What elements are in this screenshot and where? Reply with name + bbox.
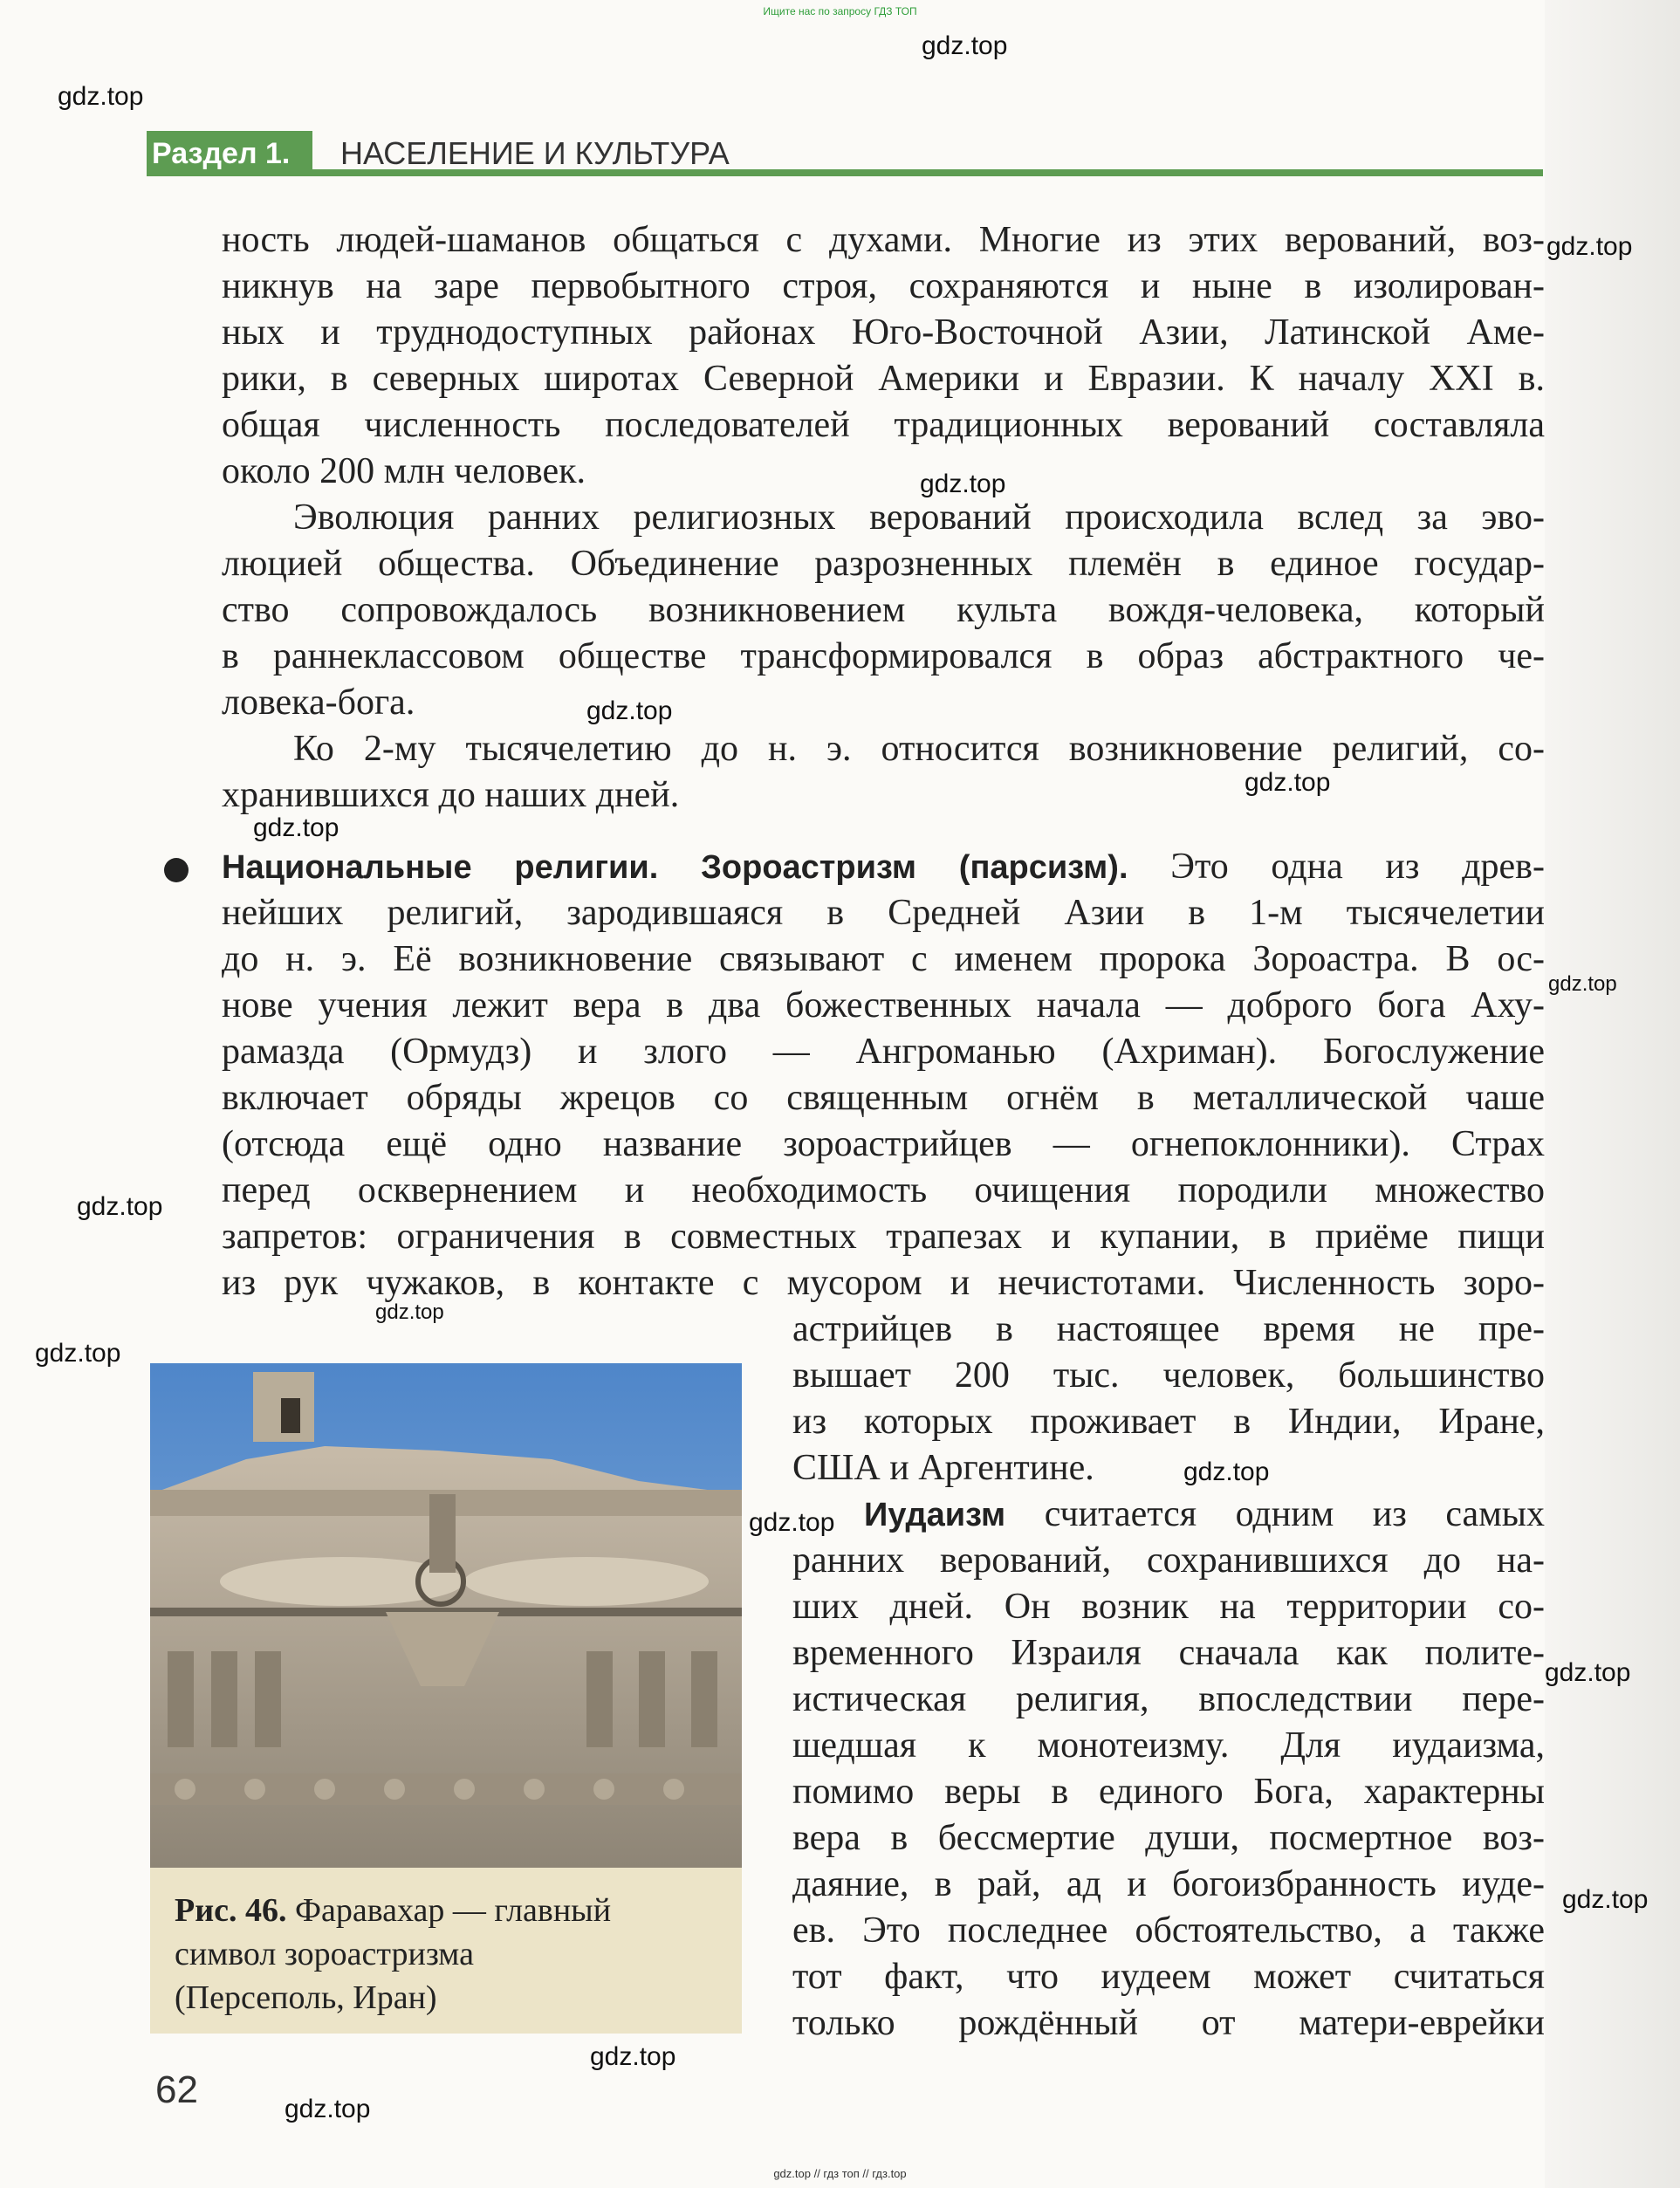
watermark: gdz.top [1548, 972, 1617, 996]
top-note: Ищите нас по запросу ГДЗ ТОП [763, 5, 917, 17]
zoroastrianism-heading: Национальные религии. Зороастризм (парсизм). [222, 849, 1128, 886]
text-line: рамазда (Ормудз) и злого — Ангроманью (Ахриман). Богослужение [222, 1032, 1545, 1072]
text-line: Ко 2-му тысячелетию до н. э. относится возникновение религий, со- [293, 729, 1545, 769]
text-line: помимо веры в единого Бога, характерны [792, 1772, 1545, 1812]
text-line: (отсюда ещё одно название зороастрийцев — огнепоклонники). Страх [222, 1124, 1545, 1164]
page-number: 62 [155, 2068, 198, 2111]
text-line: никнув на заре первобытного строя, сохраняются и ныне в изолирован- [222, 266, 1545, 306]
text-line: включает обряды жрецов со священным огнём в металлической чаше [222, 1078, 1545, 1118]
watermark: gdz.top [253, 813, 339, 842]
bottom-note: gdz.top // гдз топ // гдз.top [773, 2167, 907, 2180]
text-line: нове учения лежит вера в два божественных начала — доброго бога Аху- [222, 985, 1545, 1025]
watermark: gdz.top [1245, 768, 1331, 797]
text-line: ших дней. Он возник на территории со- [792, 1587, 1545, 1627]
text-line: из которых проживает в Индии, Иране, [792, 1402, 1545, 1442]
text-line: США и Аргентине. [792, 1448, 1094, 1488]
text-line: ных и труднодоступных районах Юго-Восточной Азии, Латинской Аме- [222, 312, 1545, 353]
text-line: ность людей-шаманов общаться с духами. Многие из этих верований, воз- [222, 220, 1545, 260]
watermark: gdz.top [1545, 1658, 1631, 1687]
watermark: gdz.top [375, 1300, 444, 1324]
text-line: ев. Это последнее обстоятельство, а также [792, 1910, 1545, 1951]
watermark: gdz.top [77, 1192, 163, 1221]
figure-caption-line: (Персеполь, Иран) [175, 1979, 437, 2016]
text-line: ство сопровождалось возникновением культа вождя-человека, который [222, 590, 1545, 630]
figure-caption-line: Рис. 46. Фаравахар — главный [175, 1892, 612, 1929]
text-line: запретов: ограничения в совместных трапезах и купании, в приёме пищи [222, 1217, 1545, 1257]
section-title: НАСЕЛЕНИЕ И КУЛЬТУРА [340, 135, 730, 171]
figure-number: Рис. 46. [175, 1892, 287, 1929]
text-line: астрийцев в настоящее время не пре- [792, 1309, 1545, 1349]
text-line: около 200 млн человек. [222, 451, 586, 491]
text-line: до н. э. Её возникновение связывают с именем пророка Зороастра. В ос- [222, 939, 1545, 979]
zoroastrianism-first-line: Национальные религии. Зороастризм (парсизм). Это одна из древ- [222, 847, 1546, 887]
text-line: из рук чужаков, в контакте с мусором и нечистотами. Численность зоро- [222, 1263, 1545, 1303]
text-line: временного Израиля сначала как полите- [792, 1633, 1545, 1673]
text-line: нейших религий, зародившаяся в Средней Азии в 1-м тысячелетии [222, 893, 1545, 933]
text-line: люцией общества. Объединение разрозненных племён в единое государ- [222, 544, 1545, 584]
watermark: gdz.top [922, 31, 1008, 60]
text-line: вера в бессмертие души, посмертное воз- [792, 1818, 1545, 1858]
watermark: gdz.top [749, 1508, 835, 1537]
text-line: Эволюция ранних религиозных верований происходила вслед за эво- [293, 497, 1545, 538]
text-line: ловека-бога. [222, 682, 415, 723]
watermark: gdz.top [1546, 232, 1633, 261]
watermark: gdz.top [1183, 1458, 1270, 1486]
bullet-icon [164, 858, 189, 882]
text-line: общая численность последователей традиционных верований составляла [222, 405, 1545, 445]
watermark: gdz.top [35, 1339, 121, 1368]
watermark: gdz.top [1562, 1885, 1649, 1914]
text-line: вышает 200 тыс. человек, большинство [792, 1355, 1545, 1396]
text-line: даяние, в рай, ад и богоизбранность иуде- [792, 1864, 1545, 1904]
text-line: истическая религия, впоследствии пере- [792, 1679, 1545, 1719]
watermark: gdz.top [920, 470, 1006, 498]
faravahar-relief-photo [150, 1363, 742, 1868]
watermark: gdz.top [285, 2095, 371, 2123]
text-line: шедшая к монотеизму. Для иудаизма, [792, 1725, 1545, 1766]
page-edge-shadow [1545, 0, 1680, 2188]
watermark: gdz.top [58, 82, 144, 111]
watermark: gdz.top [590, 2042, 676, 2071]
text-line: перед осквернением и необходимость очищения породили множество [222, 1170, 1545, 1211]
text-line: ранних верований, сохранившихся до на- [792, 1540, 1545, 1581]
figure-caption-line: символ зороастризма [175, 1936, 474, 1972]
text-line: рики, в северных широтах Северной Америки и Евразии. К началу XXI в. [222, 359, 1545, 399]
judaism-heading: Иудаизм [864, 1497, 1006, 1533]
text-line: только рождённый от матери-еврейки [792, 2003, 1545, 2043]
text-line: хранившихся до наших дней. [222, 775, 680, 815]
text-line: тот факт, что иудеем может считаться [792, 1957, 1545, 1997]
section-label: Раздел 1. [147, 131, 312, 176]
watermark: gdz.top [586, 696, 673, 725]
judaism-first-line: Иудаизм считается одним из самых [864, 1494, 1545, 1534]
text-line: в раннеклассовом обществе трансформировался в образ абстрактного че- [222, 636, 1545, 676]
